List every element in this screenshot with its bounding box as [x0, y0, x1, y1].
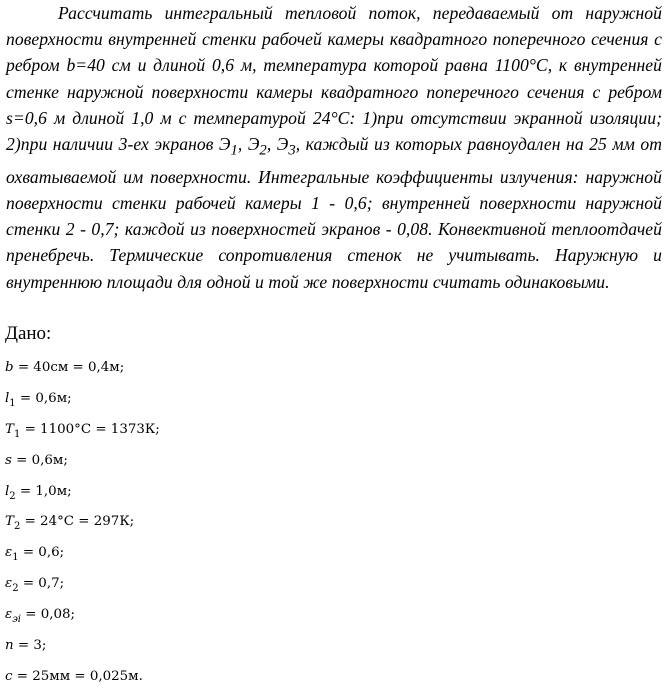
given-symbol: T [5, 514, 14, 530]
given-value: = 40см = 0,4м; [13, 360, 125, 375]
given-symbol: ε [5, 545, 13, 561]
given-subscript: 1 [9, 397, 16, 409]
given-item-eps-screen [5, 600, 160, 631]
problem-statement [6, 0, 662, 295]
problem-text-part1: Рассчитать интегральный тепловой поток, передаваемый от наружной поверхности внутренней стенки рабочей камеры квадратного поперечного сечения с ребром b=40 см и длиной 0,6 м, температура которой равна 1100°С, к внутренней стенке наружной поверхности камеры квадратного поперечного сечения с ребром s=0,6 м длиной 1,0 м с температурой 24°С: 1)при отсутствии экранной изоляции; 2)при наличии 3-ех экранов Э [6, 3, 662, 155]
given-heading: Дано: [5, 323, 52, 344]
given-symbol: l [5, 390, 10, 406]
given-symbol: b [5, 360, 14, 375]
given-symbol: c [5, 668, 13, 684]
given-value: = 0,08; [21, 607, 76, 623]
given-item-eps2 [5, 569, 160, 600]
given-value: = 0,6м; [11, 452, 68, 468]
given-subscript-italic: эi [12, 614, 21, 626]
given-subscript: 1 [12, 552, 19, 564]
given-item-t1 [5, 415, 160, 446]
given-list [5, 353, 160, 693]
given-value: = 1100°С = 1373К; [20, 421, 160, 437]
given-item-n [5, 631, 160, 662]
given-subscript: 1 [13, 428, 21, 440]
given-value: = 3; [13, 638, 47, 654]
given-item-l2 [5, 477, 160, 508]
given-subscript: 2 [12, 583, 19, 595]
given-subscript: 2 [13, 521, 21, 533]
problem-text-part2: , каждый из которых равноудален на 25 мм от охватываемой им поверхности. Интегральные коэффициенты излучения: наружной поверхности стенки рабочей камеры 1 - 0,6; внутренней поверхности наружной стенки 2 - 0,7; каждой из поверхностей экранов - 0,08. Конвективной теплоотдачей пренебречь. Термические сопротивления стенок не учитывать. Наружную и внутреннюю площади для одной и той же поверхности считать одинаковыми. [6, 134, 663, 292]
given-item-t2 [5, 507, 160, 538]
given-symbol: ε [5, 607, 13, 623]
screen-subscript-3: 3 [288, 142, 296, 159]
problem-separator-2: , Э [266, 134, 289, 155]
given-item-l1 [5, 384, 160, 415]
given-subscript: 2 [9, 490, 16, 502]
given-item-b [5, 353, 160, 384]
given-symbol: l [5, 483, 10, 499]
given-symbol: n [5, 638, 14, 654]
given-symbol: s [5, 452, 12, 468]
given-value: = 0,6; [18, 545, 65, 561]
given-value: = 0,7; [18, 576, 65, 592]
given-item-s [5, 446, 160, 477]
problem-separator-1: , Э [237, 134, 260, 155]
given-symbol: ε [5, 576, 13, 592]
given-item-c [5, 662, 160, 693]
given-item-eps1 [5, 538, 160, 569]
screen-subscript-2: 2 [259, 142, 267, 159]
screen-subscript-1: 1 [230, 142, 238, 159]
given-symbol: T [5, 421, 14, 437]
given-value: = 24°С = 297К; [20, 514, 135, 530]
given-value: = 1,0м; [15, 483, 72, 499]
given-value: = 25мм = 0,025м. [12, 668, 143, 684]
given-value: = 0,6м; [15, 390, 72, 406]
